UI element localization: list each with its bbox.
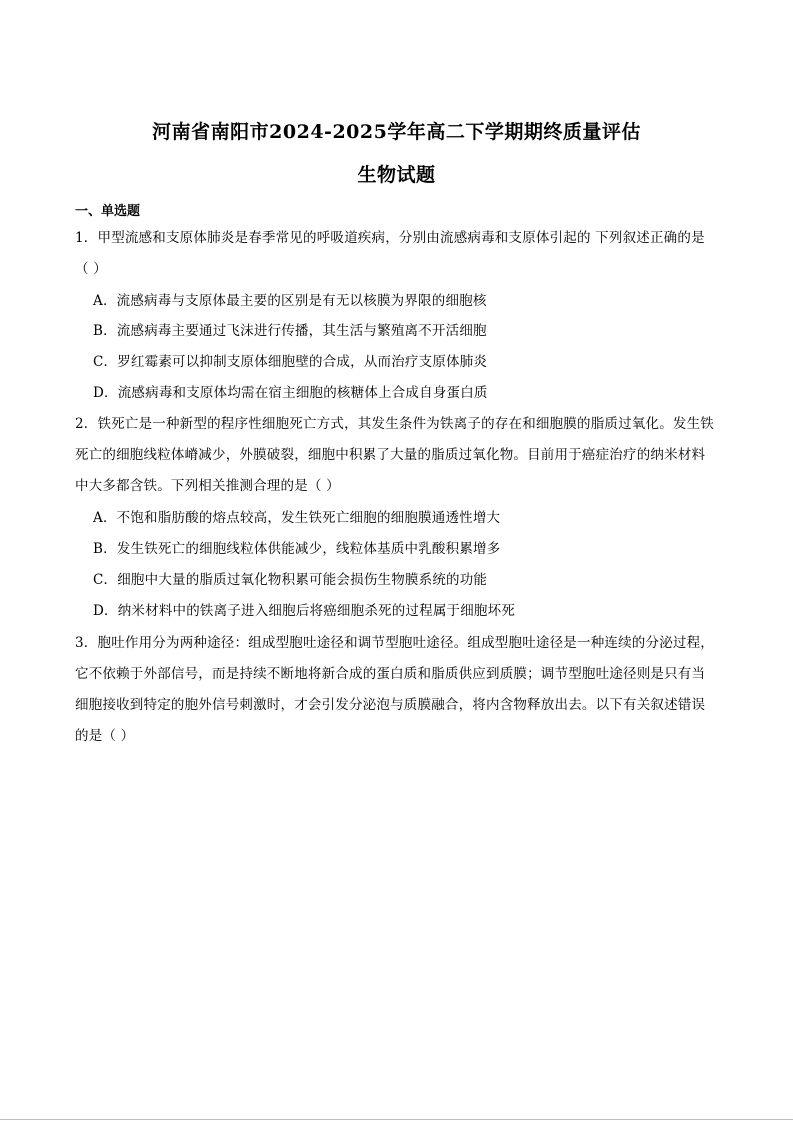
exam-subtitle: 生物试题 <box>357 164 436 186</box>
question-3-line-3: 细胞接收到特定的胞外信号刺激时，才会引发分泌泡与质膜融合，将内含物释放出去。以下有关叙述错误 <box>75 697 706 713</box>
question-2-line-1: 2．铁死亡是一种新型的程序性细胞死亡方式，其发生条件为铁离子的存在和细胞膜的脂质过氧化。发生铁 <box>75 416 714 432</box>
question-2-option-b: B．发生铁死亡的细胞线粒体供能减少，线粒体基质中乳酸积累增多 <box>93 541 501 557</box>
question-2-line-2: 死亡的细胞线粒体嵴减少，外膜破裂，细胞中积累了大量的脂质过氧化物。目前用于癌症治疗的纳米材料 <box>75 447 706 463</box>
exam-title: 河南省南阳市2024-2025学年高二下学期期终质量评估 <box>152 121 641 143</box>
question-1-option-b: B．流感病毒主要通过飞沫进行传播，其生活与繁殖离不开活细胞 <box>93 323 487 339</box>
question-3-line-4: 的是（ ） <box>75 728 135 744</box>
section-heading: 一、单选题 <box>75 204 141 219</box>
question-2-line-3: 中大多都含铁。下列相关推测合理的是（ ） <box>75 478 340 494</box>
question-2-option-a: A．不饱和脂肪酸的熔点较高，发生铁死亡细胞的细胞膜通透性增大 <box>93 510 501 526</box>
question-3-line-1: 3．胞吐作用分为两种途径：组成型胞吐途径和调节型胞吐途径。组成型胞吐途径是一种连续的分泌过程， <box>75 635 714 651</box>
question-2-option-d: D．纳米材料中的铁离子进入细胞后将癌细胞杀死的过程属于细胞坏死 <box>93 603 516 619</box>
question-1-line-1: 1．甲型流感和支原体肺炎是春季常见的呼吸道疾病，分别由流感病毒和支原体引起的 下列叙述正确的是 <box>75 230 705 246</box>
question-1-option-d: D．流感病毒和支原体均需在宿主细胞的核糖体上合成自身蛋白质 <box>93 385 488 401</box>
page-bottom-divider <box>0 1119 793 1120</box>
question-1-option-c: C．罗红霉素可以抑制支原体细胞壁的合成，从而治疗支原体肺炎 <box>93 354 488 370</box>
question-1-option-a: A．流感病毒与支原体最主要的区别是有无以核膜为界限的细胞核 <box>93 293 487 309</box>
question-1-line-2: （ ） <box>75 261 107 277</box>
question-3-line-2: 它不依赖于外部信号，而是持续不断地将新合成的蛋白质和脂质供应到质膜；调节型胞吐途径则是只有当 <box>75 666 706 682</box>
question-2-option-c: C．细胞中大量的脂质过氧化物积累可能会损伤生物膜系统的功能 <box>93 572 488 588</box>
